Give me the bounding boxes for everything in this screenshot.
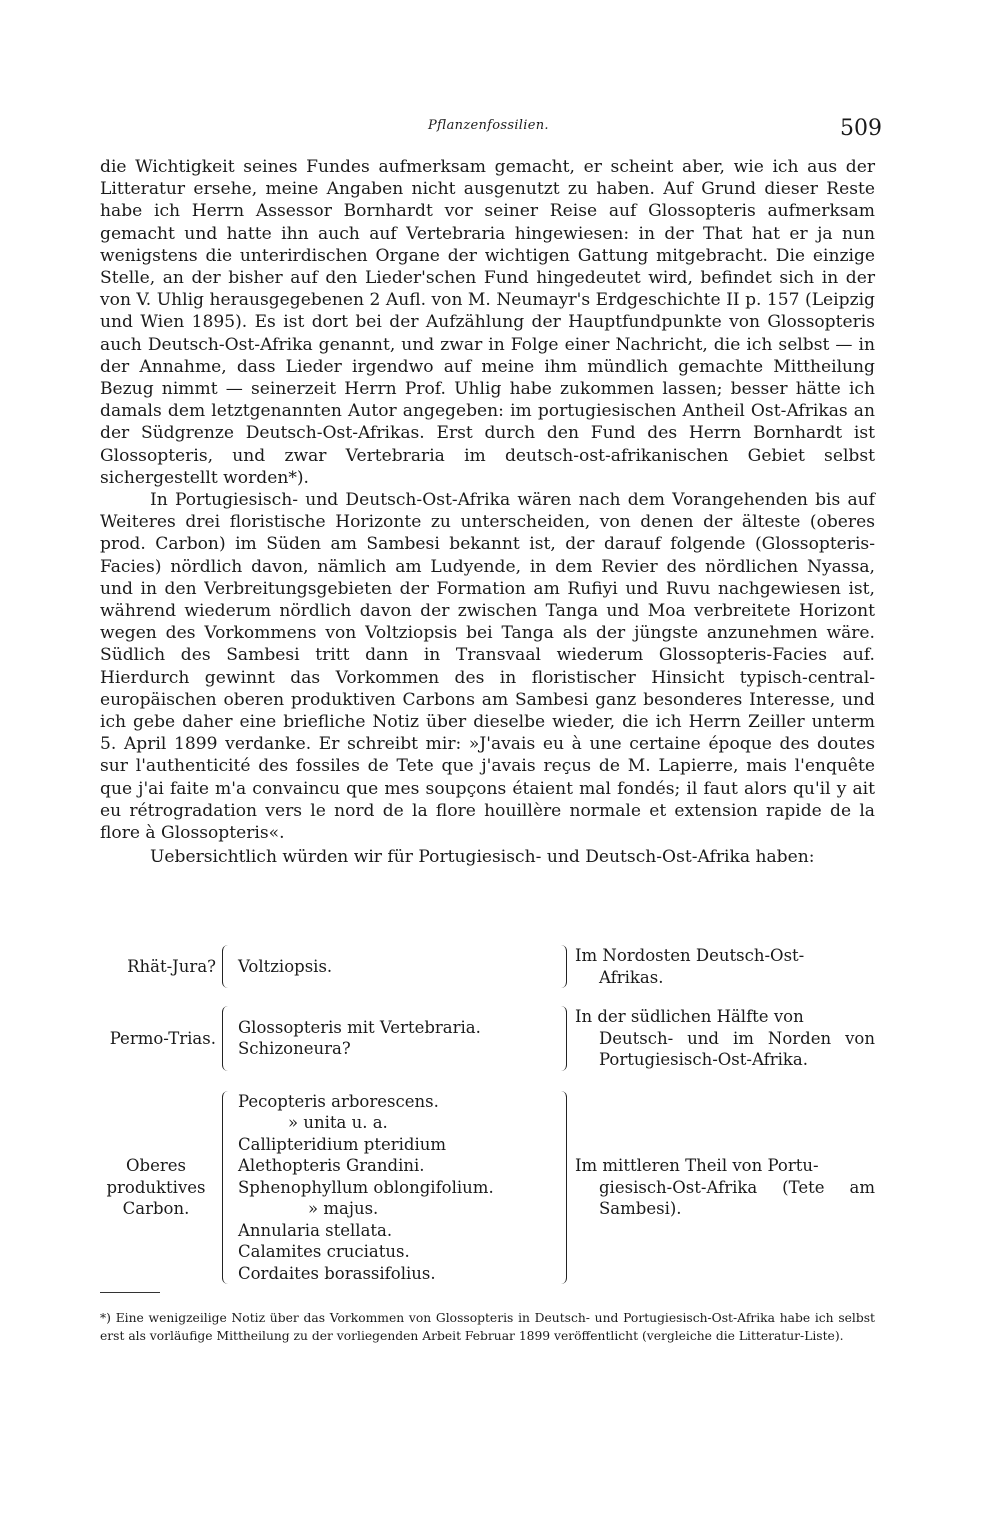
flora-item: Calamites cruciatus. [238, 1242, 410, 1261]
left-brace [222, 945, 233, 988]
flora-item: » majus. [308, 1199, 379, 1218]
flora-item: Callipteridium pteridium [238, 1134, 447, 1154]
era-label: Oberes produktives Carbon. [106, 1156, 206, 1218]
flora-item: Sphenophyllum oblongifolium. [238, 1177, 494, 1197]
table-row [100, 1091, 875, 1285]
right-brace [556, 1006, 567, 1071]
era-label: Permo-Trias. [109, 1028, 216, 1048]
paragraph-2: In Portugiesisch- und Deutsch-Ost-Afrika wären nach dem Vorangehenden bis auf Weiteres drei floristische Horizonte zu unterscheiden, von denen der älteste (oberes prod. Carbon) im Süden am Sambesi bekannt ist, der darauf folgende (Glossopteris-Facies) nördlich davon, nämlich am Ludyende, in dem Revier des nördlichen Nyassa, und in den Verbreitungsgebieten der Formation am Rufiyi und Ruvu nachgewiesen ist, während wiederum nördlich davon der zwischen Tanga und Moa verbreitete Horizont wegen des Vorkommens von Voltziopsis bei Tanga als der jüngste anzunehmen wäre. Südlich des Sambesi tritt dann in Transvaal wiederum Glossopteris-Facies auf. Hierdurch gewinnt das Vorkommen des in floristischer Hinsicht typisch-central-europäischen oberen produktiven Carbons am Sambesi ganz besonderes Interesse, und ich gebe daher eine briefliche Notiz über dieselbe wieder, die ich Herrn Zeiller unterm 5. April 1899 verdanke. Er schreibt mir: »J'avais eu à une certaine époque des doutes sur l'authenticité des fossiles de Tete que j'avais reçus de M. Lapierre, mais l'enquête que j'ai faite m'a convaincu que mes soupçons étaient mal fondés; il faut alors qu'il y ait eu rétrogradation vers le nord de la flore houillère normale et extension rapide de la flore à Glossopteris«. [100, 490, 875, 844]
stratigraphy-table [100, 945, 875, 1298]
right-brace [556, 945, 567, 988]
flora-item: Glossopteris mit Vertebraria. [238, 1017, 481, 1037]
region-text [575, 1155, 875, 1220]
paragraph-3: Uebersichtlich würden wir für Portugiesisch- und Deutsch-Ost-Afrika haben: [150, 847, 815, 868]
flora-list [238, 956, 556, 978]
flora-list [238, 1017, 556, 1060]
footnote-rule [100, 1292, 160, 1293]
region-continuation: giesisch-Ost-Afrika (Tete am Sambesi). [599, 1177, 875, 1218]
flora-item: Voltziopsis. [238, 956, 333, 976]
region-text [575, 1006, 875, 1071]
left-brace [222, 1006, 233, 1071]
main-text [100, 156, 875, 869]
flora-list [238, 1091, 556, 1285]
page-number: 509 [840, 116, 882, 141]
flora-item: Annularia stellata. [238, 1220, 393, 1240]
left-brace [222, 1091, 233, 1285]
running-head: Pflanzenfossilien. [428, 118, 549, 133]
region-first-line: In der südlichen Hälfte von [575, 1007, 804, 1026]
right-brace [556, 1091, 567, 1285]
region-first-line: Im mittleren Theil von Portu- [575, 1156, 819, 1175]
table-row [100, 1006, 875, 1071]
region-text [575, 945, 875, 988]
flora-item: Alethopteris Grandini. [238, 1156, 425, 1175]
region-continuation: Afrikas. [599, 967, 664, 987]
era-label: Rhät-Jura? [127, 956, 216, 976]
footnote: *) Eine wenigzeilige Notiz über das Vorkommen von Glossopteris in Deutsch- und Portugiesisch-Ost-Afrika habe ich selbst erst als vorläufige Mittheilung zu der vorliegenden Arbeit Februar 1899 veröffentlicht (vergleiche die Litteratur-Liste). [100, 1311, 875, 1343]
flora-item: Pecopteris arborescens. [238, 1091, 439, 1111]
table-row [100, 945, 875, 988]
region-continuation: Deutsch- und im Norden von Portugiesisch-Ost-Afrika. [599, 1028, 875, 1069]
region-first-line: Im Nordosten Deutsch-Ost- [575, 946, 805, 965]
paragraph-1: die Wichtigkeit seines Fundes aufmerksam gemacht, er scheint aber, wie ich aus der Litteratur ersehe, meine Angaben nicht ausgenutzt zu haben. Auf Grund dieser Reste habe ich Herrn Assessor Bornhardt vor seiner Reise auf Glossopteris aufmerksam gemacht und hatte ihn auch auf Vertebraria hingewiesen: in der That hat er ja nun wenigstens die unterirdischen Organe der wichtigen Gattung mitgebracht. Die einzige Stelle, an der bisher auf den Lieder'schen Fund hingedeutet wird, befindet sich in der von V. Uhlig herausgegebenen 2 Aufl. von M. Neumayr's Erdgeschichte II p. 157 (Leipzig und Wien 1895). Es ist dort bei der Aufzählung der Hauptfundpunkte von Glossopteris auch Deutsch-Ost-Afrika genannt, und zwar in Folge einer Nachricht, die ich selbst — in der Annahme, dass Lieder irgendwo auf meine ihm mündlich gemachte Mittheilung Bezug nimmt — seinerzeit Herrn Prof. Uhlig habe zukommen lassen; besser hätte ich damals dem letztgenannten Autor angegeben: im portugiesischen Antheil Ost-Afrikas an der Südgrenze Deutsch-Ost-Afrikas. Erst durch den Fund des Herrn Bornhardt ist Glossopteris, und zwar Vertebraria im deutsch-ost-afrikanischen Gebiet selbst sichergestellt worden*). [100, 157, 875, 488]
flora-item: » unita u. a. [288, 1113, 388, 1132]
flora-item: Schizoneura? [238, 1039, 351, 1059]
flora-item: Cordaites borassifolius. [238, 1263, 436, 1283]
